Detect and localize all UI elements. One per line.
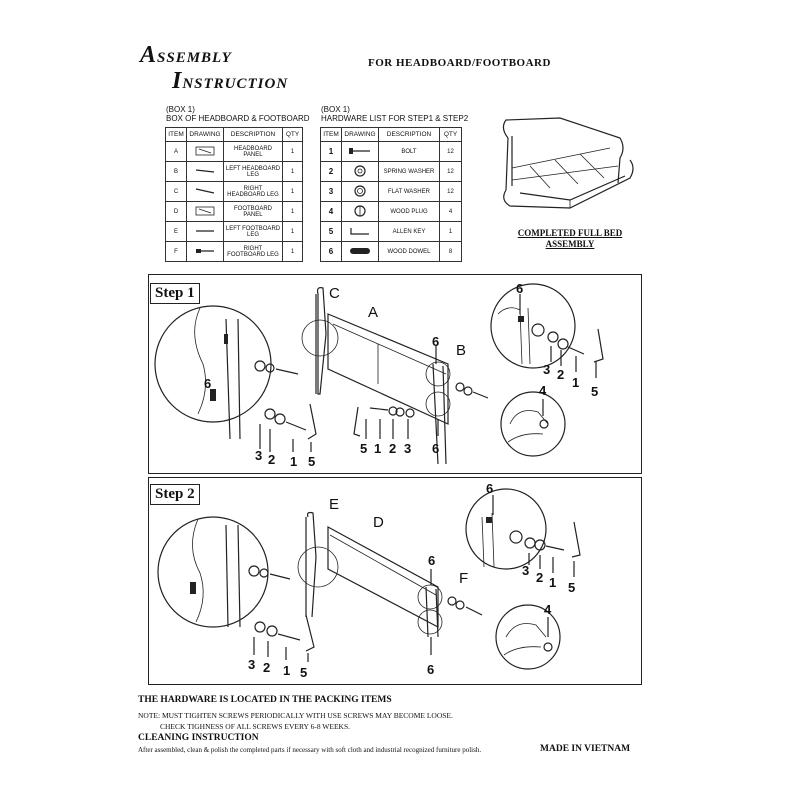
step2-label: Step 2 [150, 484, 200, 505]
parts-table [165, 127, 303, 262]
callout: 2 [263, 660, 271, 675]
callout: 5 [568, 580, 576, 595]
part-letter-d: D [373, 514, 384, 531]
panel-drawing [187, 142, 224, 162]
callout: 1 [283, 663, 291, 678]
callout: 5 [591, 384, 599, 399]
hardware-caption: (BOX 1) HARDWARE LIST FOR STEP1 & STEP2 [321, 105, 469, 123]
callout-6: 6 [432, 334, 440, 349]
note-2: CHECK TIGHNESS OF ALL SCREWS EVERY 6-8 WEEKS. [160, 722, 351, 731]
callout: 2 [389, 441, 397, 456]
callout: 3 [543, 362, 551, 377]
wood-plug-icon [342, 202, 379, 222]
part-letter-f: F [459, 570, 469, 587]
table-row: 2 SPRING WASHER 12 [321, 162, 462, 182]
leg-drawing [187, 182, 224, 202]
table-row: 6 WOOD DOWEL 8 [321, 242, 462, 262]
subtitle: FOR HEADBOARD/FOOTBOARD [368, 57, 551, 69]
callout-6: 6 [516, 281, 524, 296]
hardware-note: THE HARDWARE IS LOCATED IN THE PACKING ITEMS [138, 695, 392, 705]
callout: 2 [536, 570, 544, 585]
col-description: DESCRIPTION [224, 128, 283, 142]
callout: 3 [248, 657, 256, 672]
col-qty: QTY [440, 128, 462, 142]
leg-drawing [187, 162, 224, 182]
callout: 1 [549, 575, 557, 590]
step1-label: Step 1 [150, 283, 200, 304]
col-item: ITEM [321, 128, 342, 142]
table-row: 4 WOOD PLUG 4 [321, 202, 462, 222]
callout-4: 4 [539, 383, 547, 398]
panel-drawing [187, 202, 224, 222]
table-row: 1 BOLT 12 [321, 142, 462, 162]
col-item: ITEM [166, 128, 187, 142]
table-row: 3 FLAT WASHER 12 [321, 182, 462, 202]
callout-6: 6 [432, 441, 440, 456]
col-description: DESCRIPTION [379, 128, 440, 142]
col-drawing: DRAWING [187, 128, 224, 142]
callout: 3 [522, 563, 530, 578]
leg-drawing [187, 242, 224, 262]
table-row: B LEFT HEADBOARD LEG 1 [166, 162, 303, 182]
callout: 1 [374, 441, 382, 456]
callout: 5 [300, 665, 308, 680]
table-row: D FOOTBOARD PANEL 1 [166, 202, 303, 222]
cleaning-text: After assembled, clean & polish the completed parts if necessary with soft cloth and industrial recognized furniture polish. [138, 746, 482, 754]
part-letter-c: C [329, 285, 340, 302]
part-letter-b: B [456, 342, 467, 359]
col-qty: QTY [283, 128, 303, 142]
hardware-table [320, 127, 462, 262]
completed-caption: COMPLETED FULL BED ASSEMBLY [517, 228, 623, 249]
completed-bed-drawing [490, 108, 640, 218]
table-row: A HEADBOARD PANEL 1 [166, 142, 303, 162]
note-1: NOTE: MUST TIGHTEN SCREWS PERIODICALLY WITH USE SCREWS MAY BECOME LOOSE. [138, 711, 453, 720]
bolt-icon [342, 142, 379, 162]
table-row: F RIGHT FOOTBOARD LEG 1 [166, 242, 303, 262]
col-drawing: DRAWING [342, 128, 379, 142]
title-instruction: INSTRUCTION [172, 68, 289, 94]
callout-6: 6 [486, 481, 494, 496]
cleaning-title: CLEANING INSTRUCTION [138, 733, 259, 743]
callout-6: 6 [427, 662, 435, 677]
part-letter-a: A [368, 304, 379, 321]
allen-key-icon [342, 222, 379, 242]
flat-washer-icon [342, 182, 379, 202]
part-letter-e: E [329, 496, 340, 513]
callout: 1 [572, 375, 580, 390]
callout-6: 6 [204, 376, 212, 391]
callout: 2 [557, 367, 565, 382]
callout-6: 6 [428, 553, 436, 568]
callout-4: 4 [544, 602, 552, 617]
made-in: MADE IN VIETNAM [540, 744, 631, 754]
table-row: 5 ALLEN KEY 1 [321, 222, 462, 242]
callout: 3 [255, 448, 263, 463]
callout: 1 [290, 454, 298, 469]
parts-caption: (BOX 1) BOX OF HEADBOARD & FOOTBOARD [166, 105, 310, 123]
callout: 5 [308, 454, 316, 469]
title-assembly: ASSEMBLY [140, 42, 232, 68]
callout: 3 [404, 441, 412, 456]
table-row: E LEFT FOOTBOARD LEG 1 [166, 222, 303, 242]
spring-washer-icon [342, 162, 379, 182]
callout: 2 [268, 452, 276, 467]
wood-dowel-icon [342, 242, 379, 262]
callout: 5 [360, 441, 368, 456]
table-row: C RIGHT HEADBOARD LEG 1 [166, 182, 303, 202]
leg-drawing [187, 222, 224, 242]
